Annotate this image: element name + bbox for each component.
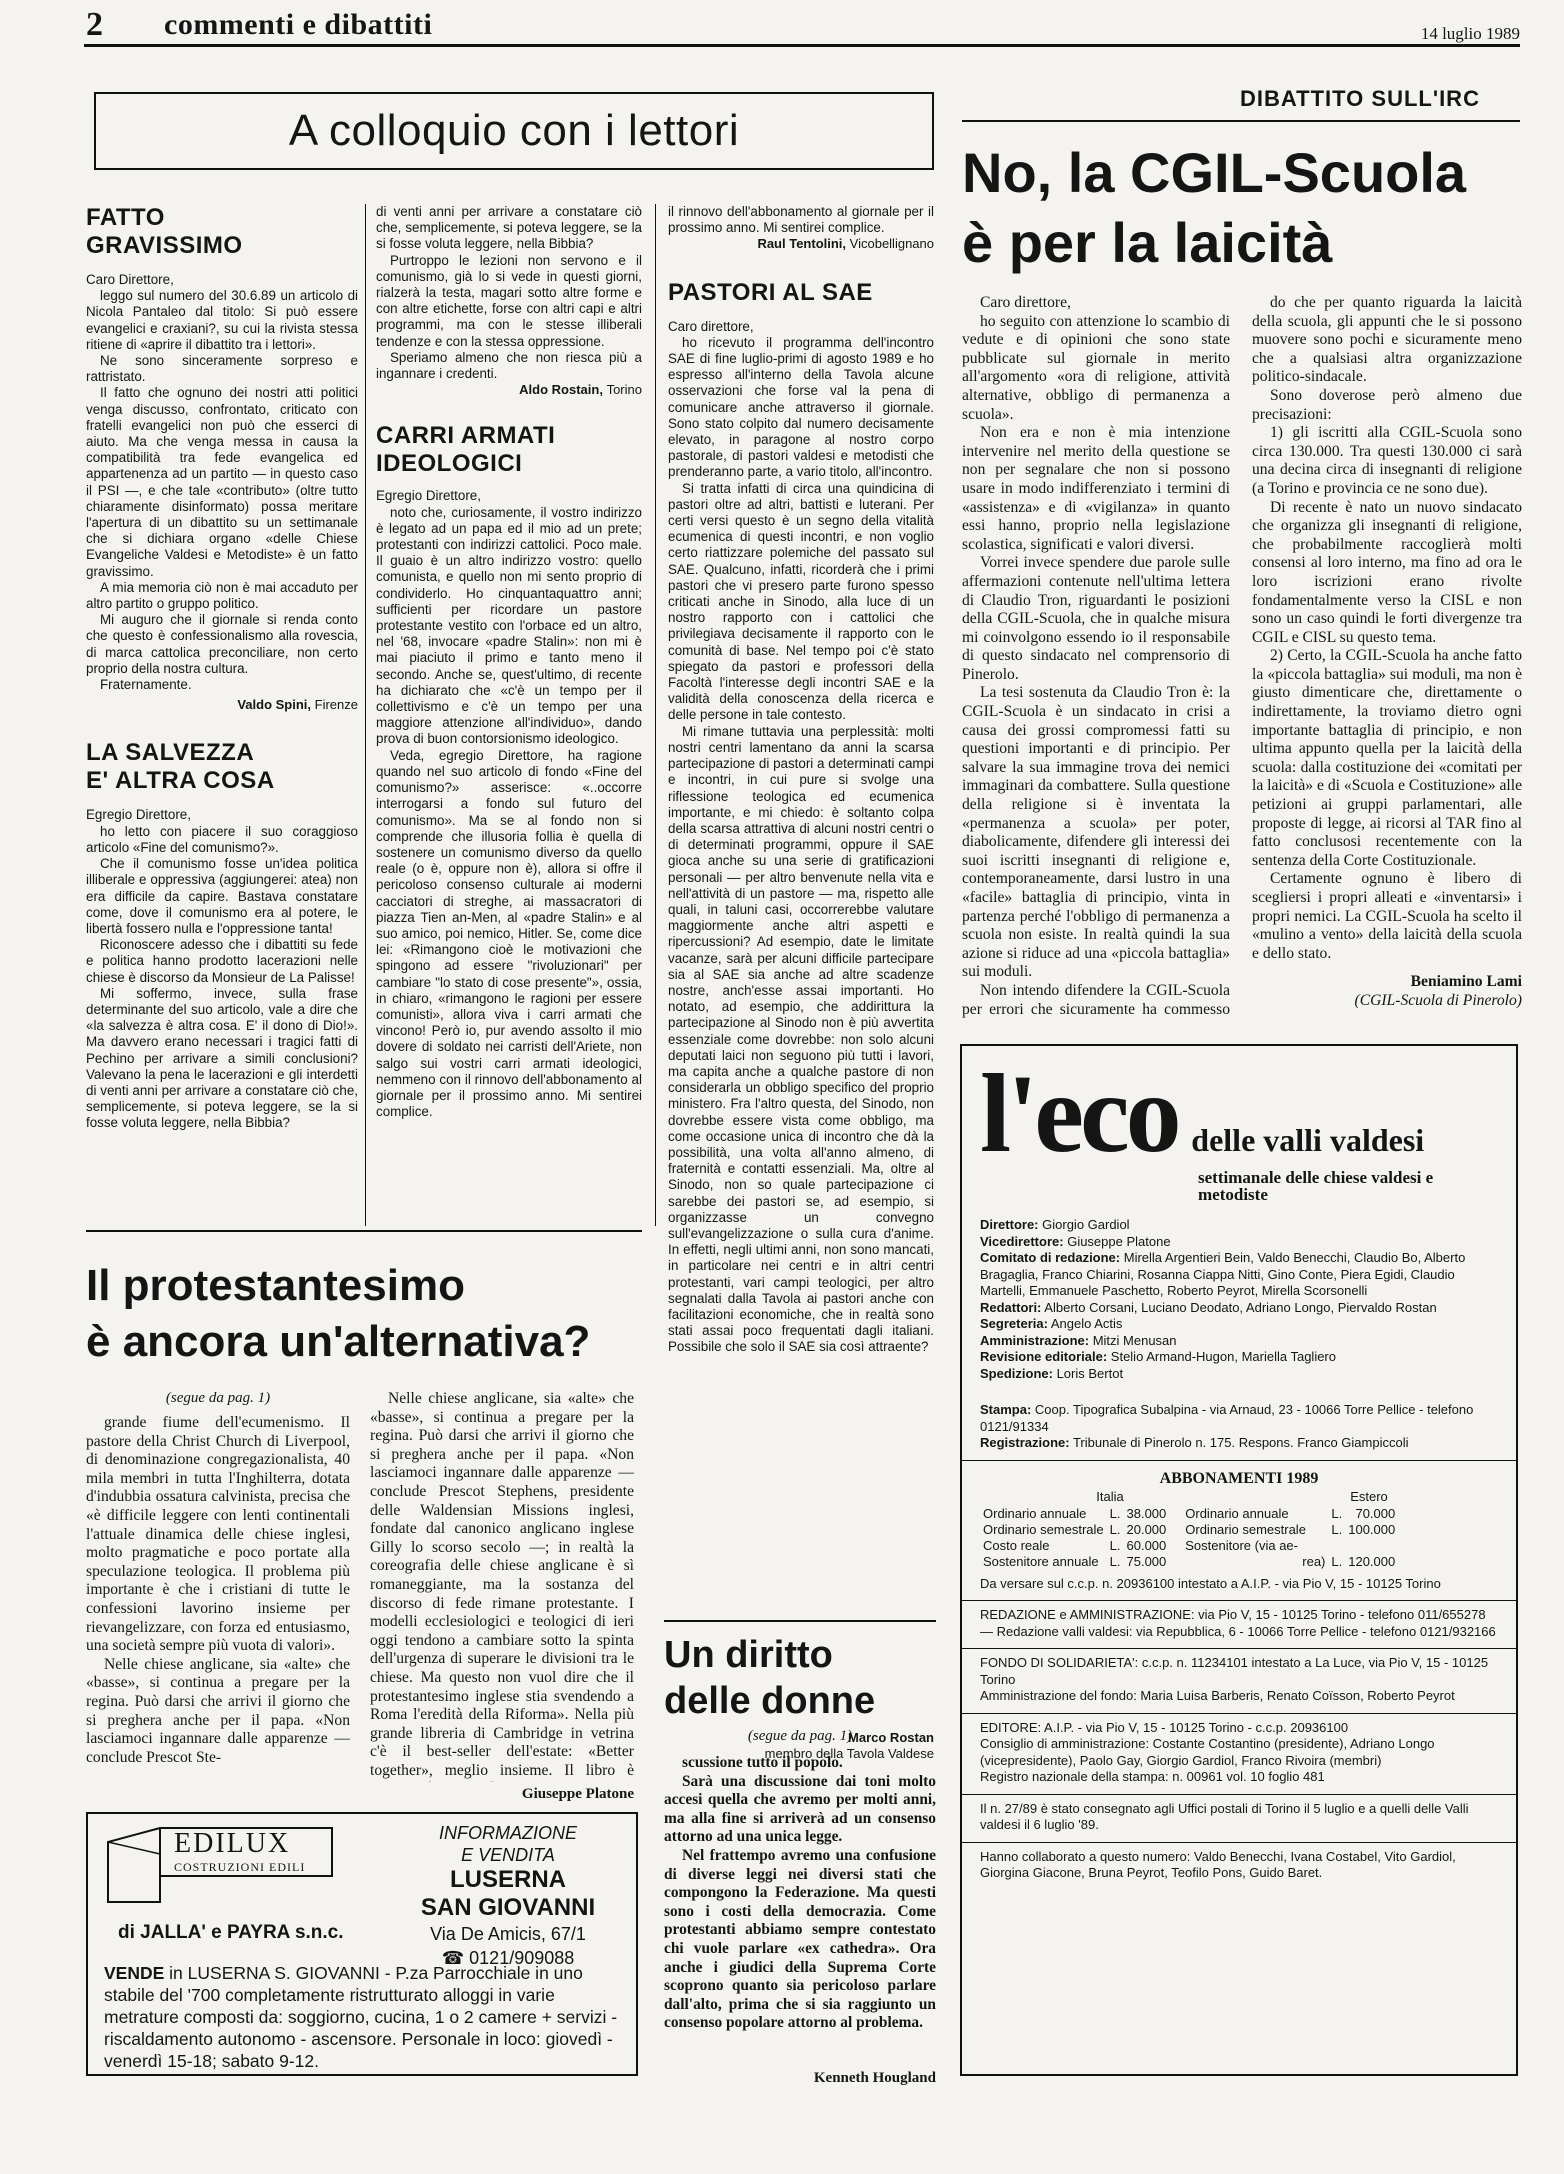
irc-col-1: Caro direttore, ho seguito con attenzione lo scambio di vedute e di opinioni che sono state pubblicate sul giornale in merito all'argomento «ora di religione, attività alternative, obbligo di permanenza a scuola». Non era e non è mia intenzione intervenire nel merito della questione se non per segnalare che non si possono usare in modo indifferenziato i termini di «assistenza» e di «vigilanza» in quanto essi hanno, proprio nella legislazione scolastica, significati e valori diversi. Vorrei invece spendere due parole sulle affermazioni contenute nell'ultima lettera di Claudio Tron, riguardanti le posizioni della CGIL-Scuola, che in qualche misura mi coinvolgono essendo io il responsabile di questo sindacato nel comprensorio di Pinerolo. La tesi sostenuta da Claudio Tron è: la CGIL-Scuola è un sindacato in crisi a causa dei grossi compromessi fatti su questioni importanti e di principio. Per salvare la sua immagine trova dei nemici immaginari da combattere. Sulla questione della religione si è inventata la «permanenza a scuola» per poter, diabolicamente, difendere gli interessi dei suoi iscritti insegnanti di religione e, contemporaneamente, darsi lustro in una «facile» battaglia di principio, vinta in partenza perché l'obbligo di permanenza a scuola non esiste. In realtà quindi la sua azione si riduce ad una «piccola battaglia» sui moduli. Non intendo difendere la CGIL-Scuola per errori che sicuramente ha commesso (962, 294, 1230, 1018)
letter-signature-rostain: Aldo Rostain, Torino (519, 382, 642, 398)
masthead-logo: l'eco delle valli valdesi (980, 1052, 1425, 1176)
lettori-col-1: FATTO GRAVISSIMO Caro Direttore, leggo sul numero del 30.6.89 un articolo di Nicola Pantaleo dal titolo: Si può essere evangelici e craxiani?, su cui la rivista stessa ritiene di «aprire il dibattito tra i lettori». Ne sono sinceramente sorpreso e rattristato. Il fatto che ognuno dei nostri atti politici venga discusso, confrontato, criticato con fratelli evangelici non può che esserci di aiuto. Ma che venga messa in causa la compatibilità tra fede evangelica ed appartenenza ad un partito — in questo caso il PSI —, e che tale «contributo» (oltre tutto chiaramente disinformato) possa meritare l'apertura di un dibattito su un settimanale che si dichiara organo «delle Chiese Evangeliche Valdesi e Metodiste» è un fatto gravissimo. A mia memoria ciò non è mai accaduto per altro partito o gruppo politico. Mi auguro che il giornale si renda conto che questo è confessionalismo alla rovescia, di marca cattolica preconciliare, non certo proprio della nostra cultura. Fraternamente. Valdo Spini, Firenze LA SALVEZZA E' ALTRA COSA Egregio Direttore, ho letto con piacere il suo coraggioso articolo «Fine del comunismo?». Che il comunismo fosse un'idea politica illiberale e oppressiva (aggiungerei: atea) non era difficile da capire. Bastava constatare come, dove il comunismo era al potere, le libertà fossero nulla e l'oppressione tanta! Riconoscere adesso che i dibattiti su fede e politica hanno prodotto lacerazioni nelle chiese è discorso da Monsieur de La Palisse! Mi soffermo, invece, sulla frase determinante del suo articolo, vale a dire che «la salvezza è altra cosa. E' il dono di Dio!». Ma davvero erano necessari i tragici fatti di Pechino per arrivare a simili conclusioni? Valevano la pena le lacerazioni e gli interdetti di venti anni per arrivare a constatare ciò che, semplicemente, si poteva leggere, se la si fosse voluta leggere, nella Bibbia? (86, 204, 358, 1131)
irc-signature: Beniamino Lami (1410, 973, 1522, 991)
protestantesimo-signature: Giuseppe Platone (521, 1786, 634, 1802)
letter-title-fatto: FATTO GRAVISSIMO (86, 204, 243, 259)
abb-row: Ordinario annuale L. 38.000 Ordinario annuale L. 70.000 (983, 1505, 1396, 1521)
edilux-company: di JALLA' e PAYRA s.n.c. (118, 1922, 344, 1943)
edilux-logo: EDILUX COSTRUZIONI EDILI (100, 1824, 340, 1912)
donne-signature: Kenneth Hougland (813, 2070, 936, 2086)
abb-row: Sostenitore annuale L. 75.000 rea) L. 120.000 (983, 1553, 1396, 1569)
edilux-ad (86, 1812, 638, 2076)
donne-title: Un diritto delle donne (664, 1634, 876, 1722)
irc-title: No, la CGIL-Scuola è per la laicità (962, 141, 1467, 274)
letter-title-salvezza: LA SALVEZZA E' ALTRA COSA (86, 739, 275, 795)
abbonamenti-table (980, 1506, 1398, 1570)
irc-affiliation: (CGIL-Scuola di Pinerolo) (1354, 991, 1522, 1009)
lettori-divider-2 (655, 204, 656, 1226)
masthead-staff: Direttore: Giorgio Gardiol Vicedirettore: Giuseppe Platone Comitato di redazione: Mirella Argentieri Bein, Valdo Benecchi, Claudio Bo, Alberto Bragaglia, Franco Chiarini, Rosanna Ciappa Nitti, Gino Conte, Piera Egidi, Claudio Martelli, Emmanuele Paschetto, Roberto Peyrot, Mirella Scorsonelli Redattori: Alberto Corsani, Luciano Deodato, Adriano Longo, Piervaldo Rostan Segreteria: Angelo Actis Amministrazione: Mitzi Menusan Revisione editoriale: Stelio Armand-Hugon, Mariella Tagliero Spedizione: Loris Bertot (980, 1217, 1466, 1381)
abb-versare: Da versare sul c.c.p. n. 20936100 intestato a A.I.P. - via Pio V, 15 - 10125 Torino (980, 1575, 1441, 1591)
header-rule (84, 44, 1520, 47)
phone-icon: ☎ (441, 1948, 465, 1968)
edilux-body: VENDE in LUSERNA S. GIOVANNI - P.za Parrocchiale in uno stabile del '700 completamente ristrutturato alloggi in varie metrature composti da: soggiorno, cucina, 1 o 2 camere + servizi - riscaldamento autonomo - ascensore. Personale in loco: giovedì - venerdì 15-18; sabato 9-12. (104, 1963, 618, 2071)
masthead-redazione: REDAZIONE e AMMINISTRAZIONE: via Pio V, 15 - 10125 Torino - telefono 011/655278 — Redazione valli valdesi: via Repubblica, 6 - 10066 Torre Pellice - telefono 0121/932166 (980, 1607, 1496, 1639)
lettori-col-3: il rinnovo dell'abbonamento al giornale per il prossimo anno. Mi sentirei complice. Raul Tentolini, Vicobellignano PASTORI AL SAE Caro direttore, ho ricevuto il programma dell'incontro SAE di fine luglio-primi di agosto 1989 e ho espresso all'interno della Tavola alcune osservazioni che forse val la pena di comunicare anche attraverso il giornale. Sono stato colpito dal numero decisamente elevato, in paragone al nostro corpo pastorale, di pastori valdesi e metodisti che prenderanno parte, a vario titolo, all'incontro. Si tratta infatti di circa una quindicina di pastori oltre ad altri, battisti e luterani. Per certi versi questo è un segno della vitalità ecumenica di questi incontri, e non voglio certo riattizzare polemiche del passato sul SAE. Qualcuno, infatti, ricorderà che i primi pastori che vi presero parte furono spesso criticati anche in Sinodo, alla luce di un nostro rapporto con i cattolici che privilegiava decisamente il rapporto con le comunità di base. Nel tempo poi c'è stato spiegato da pastori e professori della Facoltà l'interesse degli incontri SAE e la validità della conoscenza della ricerca e delle persone in tale contesto. Mi rimane tuttavia una perplessità: molti nostri centri lamentano da anni la scarsa partecipazione di pastori a determinati campi e incontri, in cui pure si svolge una riflessione teologica ed ecumenica importante, e mi chiedo: è soltanto colpa della scarsa attrattiva di alcuni nostri centri o di determinati programmi, oppure il SAE gioca anche su una serie di gratificazioni personali — per altro benvenute nella vita e nell'attività di un pastore — ma, rispetto alle quali, in taluni casi, occorrerebbe valutare maggiormente anche altri aspetti e ripercussioni? Ad esempio, date le limitate vacanze, sarà per alcuni difficile partecipare sia al SAE sia anche ad altre scadenze nostre, anch'esse assai importanti. Ho notato, ad esempio, che addirittura la partecipazione al Sinodo non è più avvertita essenziale come dovrebbe: non solo alcuni deputati laici non seguono più tutti i lavori, ma capita anche a qualche pastore di non considerarla un obbligo specifico del proprio ministero. Fra l'altro questa, del Sinodo, non dovrebbe essere vista come obbligo, ma come occasione unica di incontro che dà la possibilità, una volta all'anno almeno, di fraternità e contatti essenziali. Ma, oltre al Sinodo, non so quale partecipazione ci sarebbe dei pastori se, ad esempio, si organizzasse un convegno sull'evangelizzazione o sulla cura d'anime. In effetti, negli ultimi anni, non sono mancati, in particolare nei centri e in altri centri protestanti, vari campi teologici, per altro segnalati dalla Tavola ai pastori anche con facilitazioni economiche, che in realtà sono stati assai poco frequentati dagli italiani. Possibile che solo il SAE sia così attraente? Marco Rostan membro della Tavola Valdese (668, 204, 934, 1761)
donne-segue: (segue da pag. 1) (747, 1728, 853, 1744)
lettori-title-box (94, 92, 934, 170)
letter-signature-spini: Valdo Spini, Firenze (237, 697, 358, 713)
abb-row: Costo reale L. 60.000 Sostenitore (via ae- (983, 1537, 1298, 1553)
masthead-box (960, 1044, 1518, 2076)
masthead-registro: Registro nazionale della stampa: n. 00961 vol. 10 foglio 481 (980, 1769, 1325, 1784)
donne-col: scussione tutto il popolo. Sarà una discussione dai toni molto accesi quella che avremo per molti anni, ma alla fine si arriverà ad un consenso attorno ad una unica legge. Nel frattempo avremo una confusione di diverse leggi nei diversi stati che compongono la Federazione. Ma questi sono i costi della democrazia. Come protestanti abbiamo sempre contestato chi vuole parlare «ex cathedra». Ora anche i giudici della Suprema Corte scoprono quanto sia pericoloso parlare dall'alto, prima che si sia raggiunto un consenso popolare attorno al problema. (664, 1754, 936, 2032)
abb-italia-label: Italia (1096, 1489, 1124, 1504)
letter-title-pastori: PASTORI AL SAE (668, 278, 873, 306)
irc-kicker: DIBATTITO SULL'IRC (1240, 86, 1480, 111)
edilux-info: INFORMAZIONE E VENDITA LUSERNA SAN GIOVANNI Via De Amicis, 67/1 ☎ 0121/909088 (420, 1823, 596, 1968)
issue-date: 14 luglio 1989 (1420, 24, 1520, 43)
masthead-print: Stampa: Coop. Tipografica Subalpina - via Arnaud, 23 - 10066 Torre Pellice - telefono 0121/91334 Registrazione: Tribunale di Pinerolo n. 175. Respons. Franco Giampiccoli (980, 1402, 1474, 1450)
abbonamenti-title: ABBONAMENTI 1989 (1159, 1469, 1319, 1487)
masthead-fondo: FONDO DI SOLIDARIETA': c.c.p. n. 11234101 intestato a La Luce, via Pio V, 15 - 10125 Torino (980, 1655, 1489, 1687)
protestantesimo-segue: (segue da pag. 1) (165, 1390, 271, 1406)
letter-affiliation-rostan: membro della Tavola Valdese (764, 1745, 934, 1761)
lettori-col-2: di venti anni per arrivare a constatare ciò che, semplicemente, si poteva leggere, se la si fosse voluta leggere, nella Bibbia? Purtroppo le lezioni non servono e il comunismo, già lo si vede in questi giorni, rialzerà la testa, magari sotto altre forme e con altre etichette, forse con altri capi e altri programmi, ma con le stesse illiberali tendenze e con la stessa oppressione. Speriamo almeno che non riesca più a ingannare i credenti. Aldo Rostain, Torino CARRI ARMATI IDEOLOGICI Egregio Direttore, noto che, curiosamente, il vostro indirizzo è legato ad un papa ed il mio ad un prete; protestanti con indirizzi cattolici. Poco male. Il guaio è un altro indirizzo vostro: quello comunista, e quello non mi sento proprio di condividerlo. Ho cinquantaquattro anni; sufficienti per ricordare un pastore protestante vestito con l'orbace ed un altro, nel '68, invocare «padre Stalin»: non mi è mai piaciuto il primo e tanto meno il secondo. Anche se, quest'ultimo, di recente ha dichiarato che «c'è un tempo per il collettivismo e c'è un tempo per una maggiore attenzione all'individuo», dando prova di buon contorsionismo ideologico. Veda, egregio Direttore, ha ragione quando nel suo articolo di fondo «Fine del comunismo?» asserisce: «..occorre interrogarsi a fondo sul futuro del comunismo». Ma se al fondo non si comprende che illusoria follia è quella di sostenere un comunismo diverso da quello reale (o è, oppure non è), allora si offre il pericoloso consenso culturale ai moderni cacciatori di streghe, ai massacratori di piazza Tien an-Men, al «padre Stalin» e al suo amico, poi nemico, Hitler. Se, come dice lei: «Rimangono cioè le motivazioni che spingono ad essere "rivoluzionari" per cambiare "lo stato di cose presente"», ossia, in chiaro, «rimangono le ragioni per essere comunisti», allora viva i carri armati che vincono! Però io, pur avendo assolto il mio dovere di soldato nei carristi dell'Ariete, non salgo sui vostri carri armati ideologici, nemmeno con il rinnovo dell'abbonamento al giornale per il prossimo anno. Mi sentirei complice. (376, 204, 642, 1120)
lettori-bottom-rule (86, 1230, 642, 1232)
protestantesimo-col-2: Nelle chiese anglicane, sia «alte» che «basse», si continua a pregare per la regina. Può darsi che arrivi il giorno che si preghera anche per il papa. «Non lasciamoci ingannare dalle apparenze — conclude Prescot Stephens, presidente delle Waldensian Missions inglesi, fondate dal canonico anglicano inglese Gilly lo scorso secolo —; in realtà la coreografia delle chiese anglicane è sì romaneggiante, ma la sostanza del discorso di fede rimane protestante. I modelli ecclesiologici e teologici di ieri oggi tendono a cambiare sotto la spinta dell'urgenza di superare le divisioni tra le chiese. Ma questo non vuol dire che il protestantesimo inglese stia svendendo a Roma l'eredità della Riforma». Nella più grande libreria di Cambridge in vetrina c'è il best-seller dell'estate: «Better together», meglio insieme. Il libro è (370, 1390, 634, 1779)
masthead-subtitle: settimanale delle chiese valdesi e metodiste (1198, 1168, 1434, 1204)
irc-col-2: do che per quanto riguarda la laicità della scuola, gli appunti che le si possono muovere sono pochi e sicuramente meno che a qualsiasi altra organizzazione politico-sindacale. Sono doverose però almeno due precisazioni: 1) gli iscritti alla CGIL-Scuola sono circa 130.000. Tra questi 130.000 ci sarà una decina circa di insegnanti di religione (a Torino e provincia ce ne sono due). Di recente è nato un nuovo sindacato che organizza gli insegnanti di religione, che probabilmente raccoglierà molti consensi al loro interno, ma fino ad ora le loro iscrizioni erano rivolte fondamentalmente verso la CISL e non sono un caso quindi le forti divergenze tra CGIL e CISL su questo tema. 2) Certo, la CGIL-Scuola ha anche fatto la «piccola battaglia» sui moduli, ma non è giusto dimenticare che, direttamente o indirettamente, la troviamo dietro ogni importante battaglia di principio, e non ultima appunto quella per la laicità della scuola: dalla costituzione dei «comitati per la laicità» e di «Scuola e Costituzione» alle petizioni ai gruppi parlamentari, alle proposte di legge, ai ricorsi al TAR fino al fatto conclusosi recentemente con la sentenza della Corte Costituzionale. Certamente ognuno è libero di scegliersi i propri alleati e «inventarsi» i propri nemici. La CGIL-Scuola ha scelto il «mulino a vento» della laicità della scuola e dello stato. Beniamino Lami (CGIL-Scuola di Pinerolo) (1252, 294, 1522, 1009)
letter-title-carri: CARRI ARMATI IDEOLOGICI (376, 422, 556, 478)
protestantesimo-title: Il protestantesimo è ancora un'alternativa? (86, 1261, 591, 1366)
page-number: 2 (86, 6, 103, 43)
donne-top-rule (664, 1620, 936, 1622)
abb-estero-label: Estero (1350, 1489, 1388, 1504)
lettori-divider-1 (365, 204, 366, 1226)
masthead-collaborato: Hanno collaborato a questo numero: Valdo Benecchi, Ivana Costabel, Vito Gardiol, Giorgina Giacone, Bruna Peyrot, Teofilo Pons, Guido Baret. (980, 1848, 1456, 1880)
abb-row: Ordinario semestrale L. 20.000 Ordinario semestrale L. 100.000 (983, 1521, 1396, 1537)
masthead-consegnato: Il n. 27/89 è stato consegnato agli Uffici postali di Torino il 5 luglio e a quelli delle Valli valdesi il 6 luglio '89. (980, 1800, 1469, 1832)
section-title: commenti e dibattiti (164, 8, 433, 41)
masthead-consiglio: Consiglio di amministrazione: Costante Costantino (presidente), Adriano Longo (vicepresidente), Paolo Gay, Giorgio Gardiol, Franco Rivoira (membri) (980, 1736, 1435, 1768)
lettori-title: A colloquio con i lettori (288, 106, 740, 155)
masthead-editore: EDITORE: A.I.P. - via Pio V, 15 - 10125 Torino - c.c.p. 20936100 (980, 1719, 1349, 1735)
masthead-fondo-admin: Amministrazione del fondo: Maria Luisa Barberis, Renato Coïsson, Roberto Peyrot (980, 1688, 1455, 1703)
irc-kicker-rule (962, 120, 1520, 122)
letter-signature-tentolini: Raul Tentolini, Vicobellignano (757, 236, 934, 252)
letter-signature-rostan: Marco Rostan (848, 1729, 934, 1745)
protestantesimo-col-1: grande fiume dell'ecumenismo. Il pastore della Christ Church di Liverpool, di denominazione congregazionalista, 40 mila membri in tutta l'Inghilterra, dotata d'indubbia ossatura calvinista, precisa che «è difficile leggere con lenti continentali l'attuale dinamica delle chiese inglesi, molto pragmatiche e poco portate alla speculazione teologica. Il problema più importante è che i cristiani di tutte le confessioni lavorino insieme per rievangelizzare, con forza ed entusiasmo, una società sempre più vuota di valori». Nelle chiese anglicane, sia «alte» che «basse», si continua a pregare per la regina. Può darsi che arrivi il giorno che si preghera anche per il papa. «Non lasciamoci ingannare dalle apparenze — conclude Prescot Ste- (86, 1414, 350, 1766)
